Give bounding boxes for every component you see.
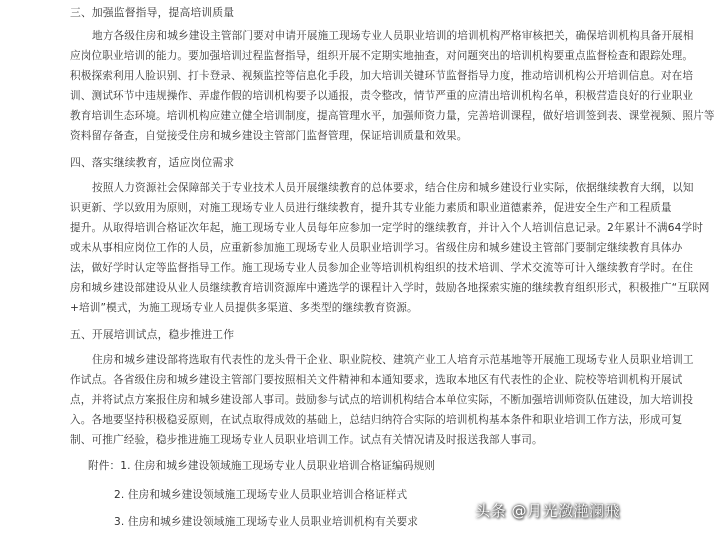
section-5-heading: 五、开展培训试点，稳步推进工作 <box>70 328 235 341</box>
attachment-1: 附件：1. 住房和城乡建设领域施工现场专业人员职业培训合格证编码规则 <box>88 460 435 472</box>
section-4-line-2: 识更新、学以致用为原则，对施工现场专业人员进行继续教育，提升其专业能力素质和职业道德素养，促进安全生产和工程质量 <box>70 202 672 214</box>
section-4-line-3: 提升。从取得培训合格证次年起，施工现场专业人员每年应参加一定学时的继续教育，并计入个人培训信息记录。2年累计不满64学时 <box>70 222 704 234</box>
section-5-line-5: 制、可推广经验，稳步推进施工现场专业人员职业培训工作。试点有关情况请及时报送我部人事司。 <box>70 434 543 446</box>
section-4-line-1: 按照人力资源社会保障部关于专业技术人员开展继续教育的总体要求，结合住房和城乡建设行业实际，依据继续教育大纲，以知 <box>92 182 694 194</box>
section-5-line-4: 入。各地要坚持积极稳妥原则，在试点取得成效的基础上，总结归纳符合实际的培训机构基本条件和职业培训工作方法，形成可复 <box>70 414 683 426</box>
section-4-heading: 四、落实继续教育，适应岗位需求 <box>70 156 235 169</box>
section-5-line-1: 住房和城乡建设部将选取有代表性的龙头骨干企业、职业院校、建筑产业工人培育示范基地等开展施工现场专业人员职业培训工 <box>92 354 694 366</box>
section-3-line-5: 教育培训生态环境。培训机构应建立健全培训制度，提高管理水平，加强师资力量，完善培训课程，做好培训签到表、课堂视频、照片等 <box>70 110 715 122</box>
watermark: 头条 @月光潋滟澜飛 <box>475 502 620 520</box>
section-3-heading: 三、加强监督指导，提高培训质量 <box>70 6 235 19</box>
section-5-line-3: 点，并将试点方案报住房和城乡建设部人事司。鼓励参与试点的培训机构结合本单位实际，不断加强培训师资队伍建设，加大培训投 <box>70 394 694 406</box>
section-3-line-4: 训、测试环节中违规操作、弄虚作假的培训机构要予以通报，责令整改，情节严重的应清出培训机构名单，积极营造良好的行业职业 <box>70 90 694 102</box>
section-4-line-4: 或未从事相应岗位工作的人员，应重新参加施工现场专业人员职业培训学习。省级住房和城乡建设主管部门要制定继续教育具体办 <box>70 242 683 254</box>
section-3-line-1: 地方各级住房和城乡建设主管部门要对申请开展施工现场专业人员职业培训的培训机构严格审核把关，确保培训机构具备开展相 <box>92 30 694 42</box>
section-4-line-7: +培训”模式，为施工现场专业人员提供多渠道、多类型的继续教育资源。 <box>70 302 418 314</box>
section-3-line-3: 积极探索利用人脸识别、打卡登录、视频监控等信息化手段，加大培训关键环节监督指导力度，推动培训机构公开培训信息。对在培 <box>70 70 694 82</box>
attachment-3: 3. 住房和城乡建设领域施工现场专业人员职业培训机构有关要求 <box>114 516 419 528</box>
section-4-line-6: 房和城乡建设部建设从业人员继续教育培训资源库中遴选学的课程计入学时，鼓励各地探索实施的继续教育组织形式，积极推广“互联网 <box>70 282 710 294</box>
section-5-line-2: 作试点。各省级住房和城乡建设主管部门要按照相关文件精神和本通知要求，选取本地区有代表性的企业、院校等培训机构开展试 <box>70 374 683 386</box>
attachment-2: 2. 住房和城乡建设领域施工现场专业人员职业培训合格证样式 <box>114 489 408 501</box>
section-4-line-5: 法，做好学时认定等监督指导工作。施工现场专业人员参加企业等培训机构组织的技术培训、学术交流等可计入继续教育学时。在住 <box>70 262 694 274</box>
section-3-line-2: 应岗位职业培训的能力。要加强培训过程监督指导，组织开展不定期实地抽查，对问题突出的培训机构要重点监督检查和跟踪处理。 <box>70 50 694 62</box>
section-3-line-6: 资料留存备查，自觉接受住房和城乡建设主管部门监督管理，保证培训质量和效果。 <box>70 130 468 142</box>
